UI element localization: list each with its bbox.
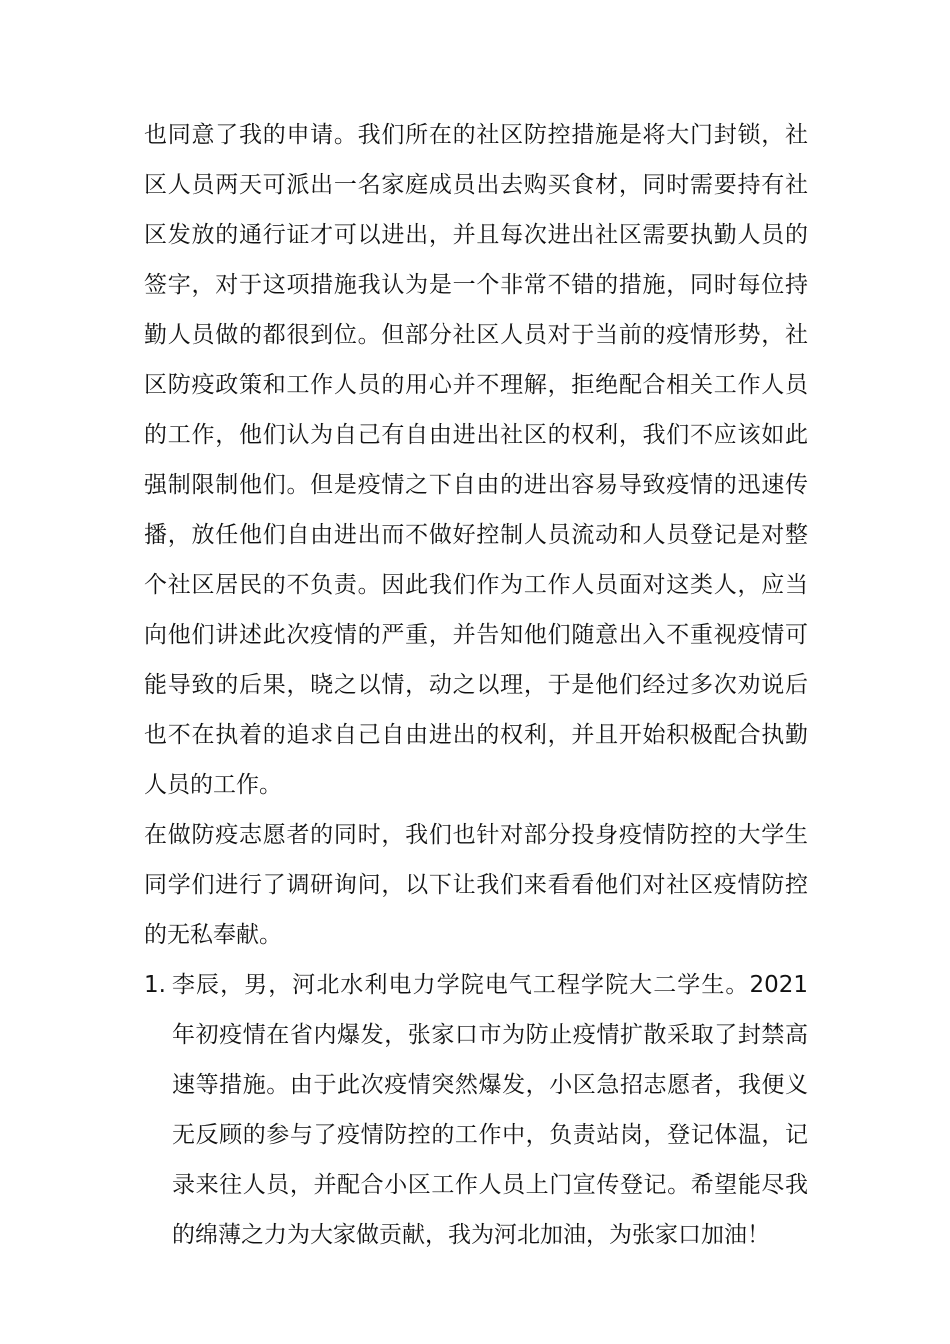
list-item-number: 1. — [144, 972, 166, 998]
document-body — [144, 110, 808, 1260]
list-item — [144, 960, 808, 1260]
volunteer-list — [144, 960, 808, 1260]
paragraph-community-measures: 也同意了我的申请。我们所在的社区防控措施是将大门封锁，社区人员两天可派出一名家庭成员出去购买食材，同时需要持有社区发放的通行证才可以进出，并且每次进出社区需要执勤人员的签字，对于这项措施我认为是一个非常不错的措施，同时每位持勤人员做的都很到位。但部分社区人员对于当前的疫情形势，社区防疫政策和工作人员的用心并不理解，拒绝配合相关工作人员的工作，他们认为自己有自由进出社区的权利，我们不应该如此强制限制他们。但是疫情之下自由的进出容易导致疫情的迅速传播，放任他们自由进出而不做好控制人员流动和人员登记是对整个社区居民的不负责。因此我们作为工作人员面对这类人，应当向他们讲述此次疫情的严重，并告知他们随意出入不重视疫情可能导致的后果，晓之以情，动之以理，于是他们经过多次劝说后也不在执着的追求自己自由进出的权利，并且开始积极配合执勤人员的工作。 — [144, 122, 808, 798]
paragraph-survey-intro: 在做防疫志愿者的同时，我们也针对部分投身疫情防控的大学生同学们进行了调研询问，以下让我们来看看他们对社区疫情防控的无私奉献。 — [144, 822, 808, 948]
list-item-text: 李辰，男，河北水利电力学院电气工程学院大二学生。2021 年初疫情在省内爆发，张家口市为防止疫情扩散采取了封禁高速等措施。由于此次疫情突然爆发，小区急招志愿者，我便义无反顾的参与了疫情防控的工作中，负责站岗，登记体温，记录来往人员，并配合小区工作人员上门宣传登记。希望能尽我的绵薄之力为大家做贡献，我为河北加油，为张家口加油！ — [172, 972, 808, 1248]
